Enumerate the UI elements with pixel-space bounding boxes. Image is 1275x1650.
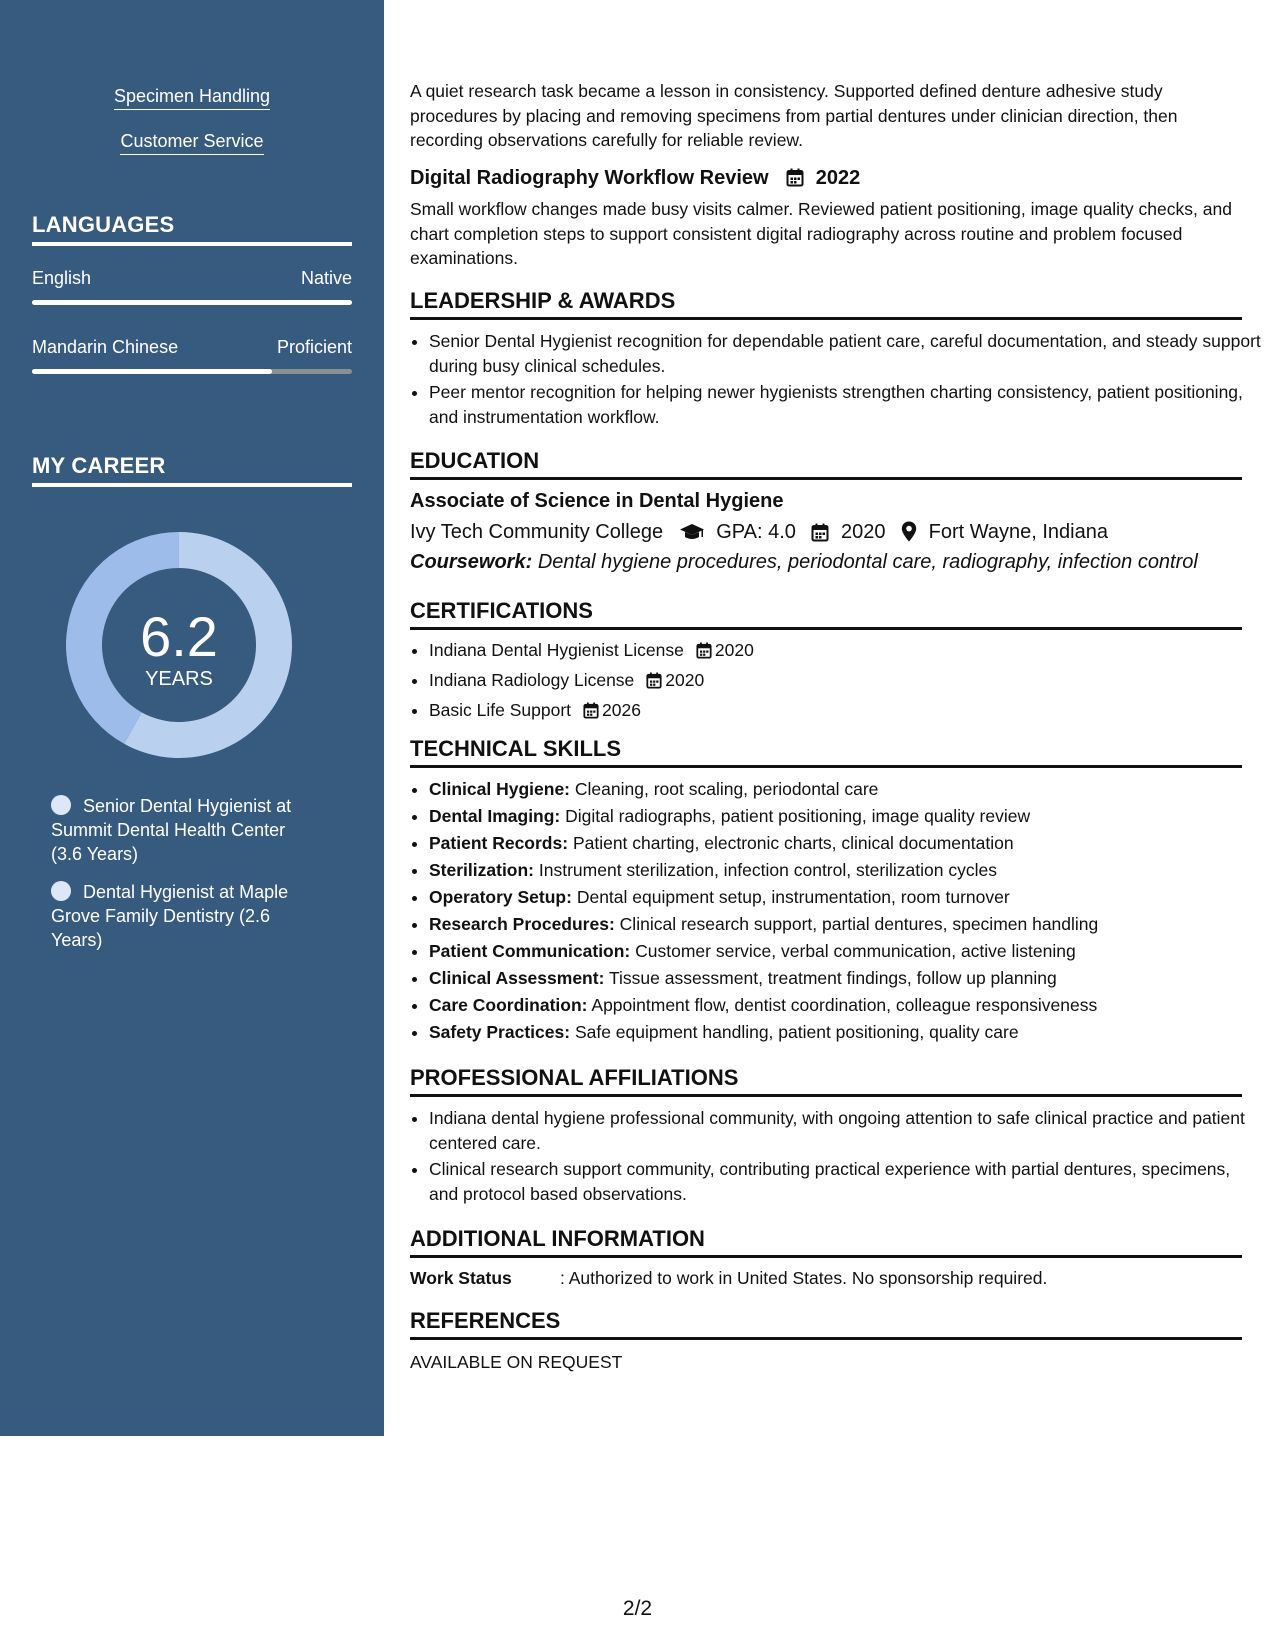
language-proficiency-fill — [32, 300, 352, 305]
education-location: Fort Wayne, Indiana — [928, 521, 1108, 543]
calendar-icon — [583, 701, 599, 726]
references-text: AVAILABLE ON REQUEST — [410, 1352, 623, 1372]
certifications-list — [410, 638, 1261, 728]
certification-name: Indiana Dental Hygienist License — [429, 640, 684, 660]
languages-heading: LANGUAGES — [32, 212, 352, 246]
skill-value: Appointment flow, dentist coordination, colleague responsiveness — [591, 995, 1098, 1015]
coursework-text: Dental hygiene procedures, periodontal care, radiography, infection control — [537, 551, 1198, 573]
skill-value: Clinical research support, partial dentures, specimen handling — [619, 914, 1099, 934]
certification-item — [429, 638, 1261, 666]
work-status — [410, 1268, 1047, 1289]
education-degree: Associate of Science in Dental Hygiene — [410, 490, 784, 512]
language-proficiency-bar — [32, 300, 352, 305]
certification-item — [429, 698, 1261, 726]
skill-link-customer-service[interactable]: Customer Service — [0, 131, 384, 152]
skill-label: Care Coordination: — [429, 995, 588, 1015]
language-level: Proficient — [276, 337, 352, 357]
skill-item — [429, 1020, 1261, 1045]
education-coursework — [410, 551, 1198, 574]
list-item: • Indiana dental hygiene professional community, with ongoing attention to safe clinical practice and patient centered care. — [429, 1106, 1261, 1155]
certifications-heading: CERTIFICATIONS — [410, 598, 1242, 630]
certification-item — [429, 668, 1261, 696]
certification-name: Basic Life Support — [429, 700, 572, 720]
skill-item — [429, 804, 1261, 829]
certification-year: 2020 — [714, 640, 754, 660]
leadership-heading: LEADERSHIP & AWARDS — [410, 288, 1242, 320]
language-proficiency-fill — [32, 369, 272, 374]
skill-label: Clinical Hygiene: — [429, 779, 571, 799]
skill-item — [429, 831, 1261, 856]
additional-info-heading: ADDITIONAL INFORMATION — [410, 1226, 1242, 1258]
language-level: Native — [300, 268, 352, 288]
skill-label: Patient Records: — [429, 833, 569, 853]
skill-value: Tissue assessment, treatment findings, follow up planning — [608, 968, 1057, 988]
calendar-icon — [811, 523, 829, 548]
career-total-unit: YEARS — [145, 668, 213, 690]
certification-year: 2026 — [602, 700, 641, 720]
technical-skills-list — [410, 777, 1261, 1047]
list-item: • Clinical research support community, contributing practical experience with partial dentures, specimens, and protocol based observations. — [429, 1157, 1261, 1206]
graduation-cap-icon — [679, 523, 705, 548]
language-name: Mandarin Chinese — [32, 337, 179, 357]
coursework-label: Coursework: — [410, 551, 533, 573]
legend-dot — [51, 795, 71, 815]
intro-paragraph: A quiet research task became a lesson in consistency. Supported defined denture adhesive study procedures by placing and removing specimens from partial dentures under clinician direction, then recording observations carefully for reliable review. — [410, 81, 1178, 150]
language-proficiency-bar — [32, 369, 352, 374]
career-legend-item — [51, 794, 311, 866]
certification-year: 2020 — [665, 670, 705, 690]
career-legend-item — [51, 880, 311, 952]
sidebar — [0, 0, 384, 1436]
skill-item — [429, 939, 1261, 964]
skill-item — [429, 912, 1261, 937]
education-gpa: GPA: 4.0 — [716, 521, 796, 543]
skill-item — [429, 966, 1261, 991]
list-item: • Peer mentor recognition for helping newer hygienists strengthen charting consistency, patient positioning, and instrumentation workflow. — [429, 380, 1261, 429]
leadership-list — [410, 329, 1261, 431]
skill-label: Patient Communication: — [429, 941, 631, 961]
legend-dot — [51, 881, 71, 901]
skill-item — [429, 777, 1261, 802]
certification-name: Indiana Radiology License — [429, 670, 635, 690]
career-heading: MY CAREER — [32, 453, 352, 487]
education-school: Ivy Tech Community College — [410, 521, 664, 543]
skill-value: Safe equipment handling, patient positioning, quality care — [574, 1022, 1019, 1042]
skill-label: Dental Imaging: — [429, 806, 561, 826]
career-legend-label: Dental Hygienist at Maple Grove Family Dentistry (2.6 Years) — [51, 882, 289, 950]
technical-skills-heading: TECHNICAL SKILLS — [410, 736, 1242, 768]
project-title — [410, 167, 860, 193]
skill-value: Cleaning, root scaling, periodontal care — [574, 779, 879, 799]
calendar-icon — [696, 641, 712, 666]
list-item: • Senior Dental Hygienist recognition for dependable patient care, careful documentation, and steady support during busy clinical schedules. — [429, 329, 1261, 378]
skill-label: Research Procedures: — [429, 914, 615, 934]
education-heading: EDUCATION — [410, 448, 1242, 480]
skill-item — [429, 993, 1261, 1018]
skill-value: Digital radiographs, patient positioning, image quality review — [565, 806, 1031, 826]
skill-label: Safety Practices: — [429, 1022, 571, 1042]
skill-value: Instrument sterilization, infection control, sterilization cycles — [538, 860, 997, 880]
page-number: 2/2 — [622, 1597, 653, 1620]
skill-label: Sterilization: — [429, 860, 535, 880]
location-pin-icon — [901, 521, 917, 548]
affiliations-list — [410, 1106, 1261, 1208]
education-year: 2020 — [841, 521, 886, 543]
affiliations-heading: PROFESSIONAL AFFILIATIONS — [410, 1065, 1242, 1097]
skill-label: Operatory Setup: — [429, 887, 572, 907]
skill-item — [429, 858, 1261, 883]
project-description: Small workflow changes made busy visits calmer. Reviewed patient positioning, image quality checks, and chart completion steps to support consistent digital radiography across routine and problem focused examinations. — [410, 199, 1232, 268]
work-status-value: : Authorized to work in United States. No sponsorship required. — [560, 1268, 1048, 1288]
skill-value: Dental equipment setup, instrumentation, room turnover — [576, 887, 1010, 907]
skill-value: Patient charting, electronic charts, clinical documentation — [572, 833, 1014, 853]
career-total-years: 6.2 — [140, 605, 218, 668]
education-details — [410, 521, 1108, 548]
project-title-text: Digital Radiography Workflow Review — [410, 167, 769, 189]
language-name: English — [32, 268, 92, 288]
skill-label: Clinical Assessment: — [429, 968, 605, 988]
calendar-icon — [646, 671, 662, 696]
calendar-icon — [786, 168, 804, 193]
project-year: 2022 — [815, 167, 861, 189]
references-heading: REFERENCES — [410, 1308, 1242, 1340]
work-status-label: Work Status — [410, 1268, 512, 1288]
skill-link-specimen-handling[interactable]: Specimen Handling — [0, 86, 384, 107]
career-donut-chart — [64, 530, 294, 760]
career-legend-label: Senior Dental Hygienist at Summit Dental Health Center (3.6 Years) — [51, 796, 292, 864]
skill-value: Customer service, verbal communication, active listening — [635, 941, 1076, 961]
skill-item — [429, 885, 1261, 910]
